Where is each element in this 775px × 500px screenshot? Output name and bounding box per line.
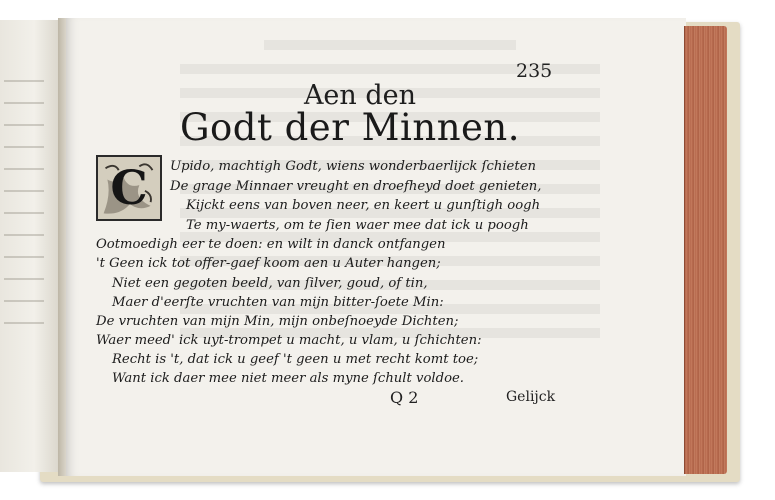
svg-text:C: C (110, 160, 148, 216)
poem-line: Te my-waerts, om te ſien waer mee dat ick u poogh (186, 218, 529, 233)
poem-line: Kijckt eens van boven neer, en keert u gunſtigh oogh (186, 198, 541, 213)
poem-line: Niet een gegoten beeld, van ſilver, goud, of tin, (112, 276, 428, 291)
page-number: 235 (516, 60, 553, 82)
poem-line: Recht is 't, dat ick u geef 't geen u met recht komt toe; (112, 352, 479, 367)
catchword: Gelijck (506, 389, 556, 405)
poem-line: Waer meed' ick uyt-trompet u macht, u vlam, u ſchichten: (96, 333, 482, 348)
poem-line: De vruchten van mijn Min, mijn onbeſnoeyde Dichten; (96, 314, 459, 329)
signature-mark: Q 2 (390, 388, 419, 407)
poem-line: Ootmoedigh eer te doen: en wilt in danck ontfangen (96, 237, 446, 252)
poem-heading-line-1: Aen den (303, 80, 417, 111)
poem-title: Godt der Minnen. (179, 106, 521, 149)
poem-line: 't Geen ick tot offer-gaef koom aen u Auter hangen; (96, 256, 441, 271)
poem-line: Upido, machtigh Godt, wiens wonderbaerlijck ſchieten (170, 159, 536, 174)
poem-line: Maer d'eerſte vruchten van mijn bitter-ſoete Min: (112, 295, 444, 310)
poem-line: De grage Minnaer vreught en droefheyd doet genieten, (170, 179, 542, 194)
poem-line: Want ick daer mee niet meer als myne ſchult voldoe. (112, 371, 464, 386)
